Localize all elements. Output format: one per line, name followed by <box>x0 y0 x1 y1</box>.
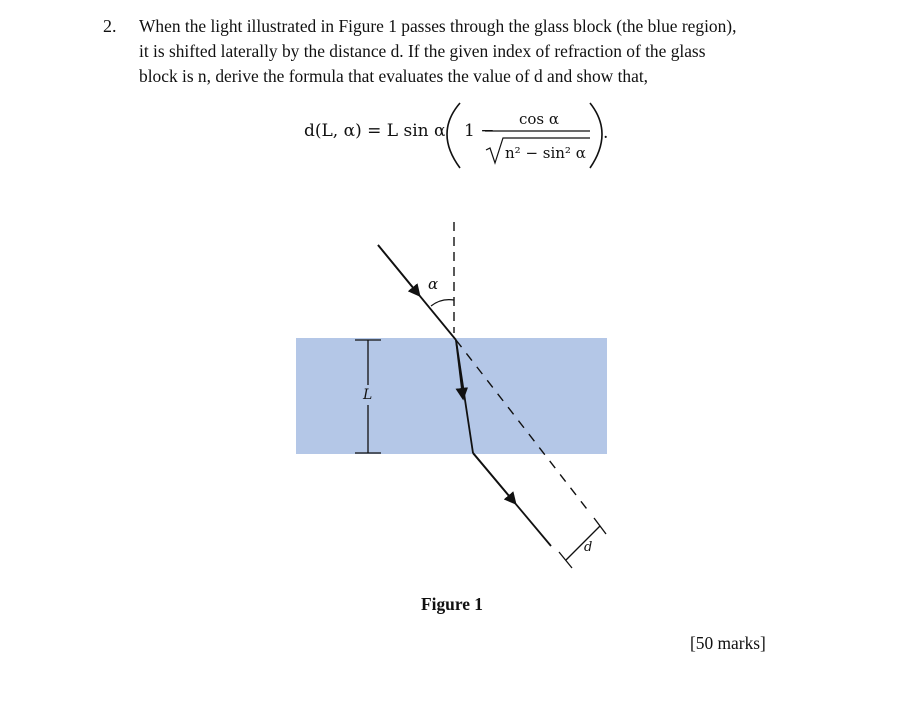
question-line-2: it is shifted laterally by the distance d. If the given index of refraction of the glass <box>139 41 706 61</box>
glass-block <box>296 338 607 454</box>
formula-lhs: d(L, α) = L sin α <box>304 121 446 141</box>
angle-arc <box>431 300 454 306</box>
shift-cap-lower <box>559 552 572 568</box>
incident-arrow <box>378 245 419 295</box>
question-number: 2. <box>103 16 117 36</box>
question-line-3: block is n, derive the formula that evaluates the value of d and show that, <box>139 66 649 86</box>
formula-one-minus: 1 − <box>464 121 495 141</box>
formula-denominator: n² − sin² α <box>505 144 586 162</box>
shift-label: d <box>584 540 593 555</box>
marks-label: [50 marks] <box>690 633 766 653</box>
alpha-label: α <box>428 275 439 293</box>
shift-marker <box>566 526 600 560</box>
thickness-label: L <box>363 387 373 403</box>
shift-cap-upper <box>594 518 606 534</box>
figure-caption: Figure 1 <box>421 594 483 614</box>
formula-trailing: . <box>603 123 609 143</box>
formula-numerator: cos α <box>519 110 560 128</box>
question-line-1: When the light illustrated in Figure 1 passes through the glass block (the blue region), <box>139 16 737 36</box>
emergent-arrow <box>473 453 515 503</box>
